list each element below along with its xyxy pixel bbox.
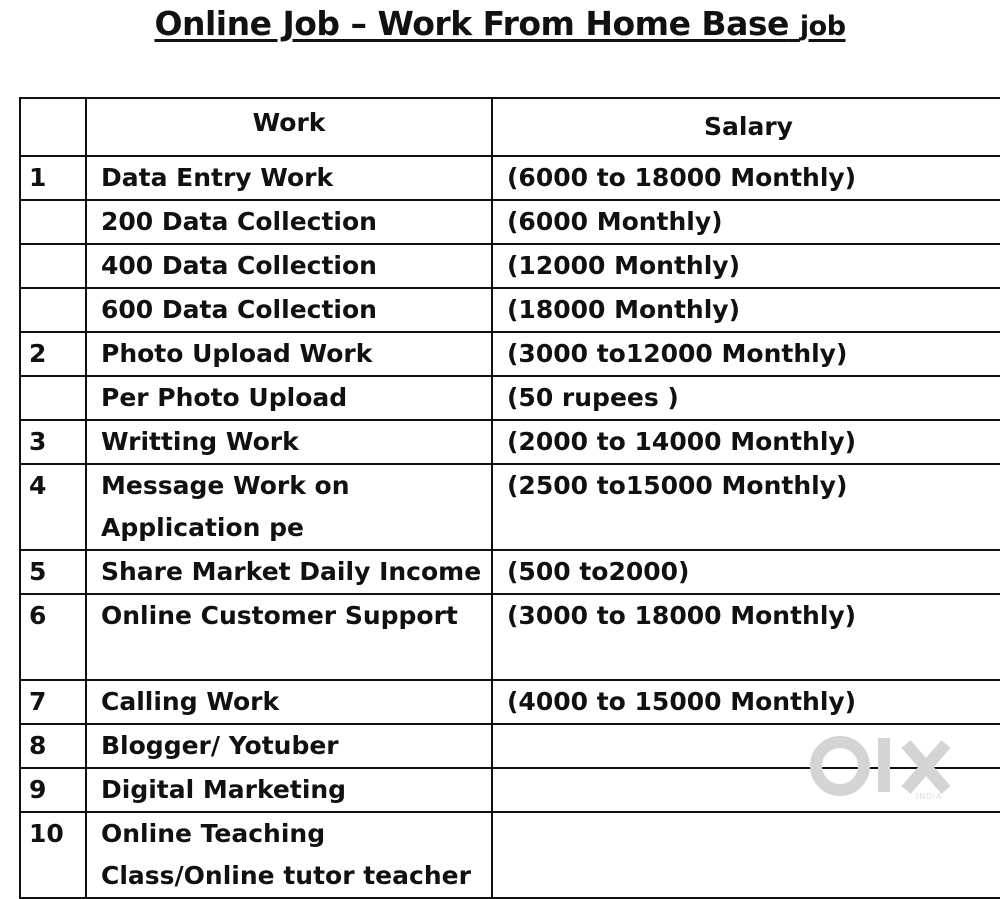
work-line: 200 Data Collection (101, 207, 377, 236)
title-main: Online Job – Work From Home Base (154, 4, 789, 43)
work-line: Application pe (101, 513, 305, 542)
salary-cell: (50 rupees ) (492, 376, 1000, 420)
work-line: Digital Marketing (101, 775, 347, 804)
work-line: Calling Work (101, 687, 280, 716)
table-header-row (20, 98, 1000, 156)
title-suffix: job (799, 11, 846, 42)
work-line: Per Photo Upload (101, 383, 348, 412)
table-row (20, 376, 1000, 420)
salary-cell: (500 to2000) (492, 550, 1000, 594)
olx-watermark (806, 730, 966, 810)
work-line: Blogger/ Yotuber (101, 731, 339, 760)
salary-cell (492, 812, 1000, 898)
salary-cell: (18000 Monthly) (492, 288, 1000, 332)
salary-cell: (2000 to 14000 Monthly) (492, 420, 1000, 464)
work-cell (86, 680, 492, 724)
work-cell (86, 724, 492, 768)
work-cell (86, 768, 492, 812)
table-row (20, 550, 1000, 594)
work-line: 600 Data Collection (101, 295, 377, 324)
row-number: 4 (20, 464, 86, 550)
work-cell (86, 550, 492, 594)
work-cell (86, 288, 492, 332)
salary-cell: (4000 to 15000 Monthly) (492, 680, 1000, 724)
page-title (0, 4, 1000, 43)
row-number: 7 (20, 680, 86, 724)
salary-cell: (3000 to12000 Monthly) (492, 332, 1000, 376)
work-line: Photo Upload Work (101, 339, 373, 368)
row-number: 1 (20, 156, 86, 200)
row-number (20, 376, 86, 420)
row-number: 9 (20, 768, 86, 812)
work-line: Online Customer Support (101, 601, 458, 630)
work-cell (86, 244, 492, 288)
work-line: Data Entry Work (101, 163, 334, 192)
salary-cell: (6000 to 18000 Monthly) (492, 156, 1000, 200)
work-cell (86, 156, 492, 200)
salary-cell: (12000 Monthly) (492, 244, 1000, 288)
work-line: Message Work on (101, 471, 350, 500)
table-row (20, 594, 1000, 680)
table-row (20, 812, 1000, 898)
row-number: 3 (20, 420, 86, 464)
header-work: Work (86, 98, 492, 156)
row-number: 5 (20, 550, 86, 594)
salary-cell: (3000 to 18000 Monthly) (492, 594, 1000, 680)
row-number: 2 (20, 332, 86, 376)
work-line: Online Teaching (101, 819, 326, 848)
work-line: 400 Data Collection (101, 251, 377, 280)
work-cell (86, 464, 492, 550)
header-num (20, 98, 86, 156)
table-row (20, 680, 1000, 724)
row-number: 8 (20, 724, 86, 768)
work-cell (86, 332, 492, 376)
row-number: 10 (20, 812, 86, 898)
work-line: Class/Online tutor teacher (101, 861, 471, 890)
row-number (20, 200, 86, 244)
table-row (20, 420, 1000, 464)
row-number (20, 288, 86, 332)
row-number: 6 (20, 594, 86, 680)
work-cell (86, 200, 492, 244)
work-cell (86, 812, 492, 898)
table-row (20, 244, 1000, 288)
work-cell (86, 420, 492, 464)
work-cell (86, 376, 492, 420)
salary-cell: (6000 Monthly) (492, 200, 1000, 244)
table-row (20, 200, 1000, 244)
table-row (20, 332, 1000, 376)
header-salary: Salary (492, 98, 1000, 156)
work-line: Share Market Daily Income (101, 557, 482, 586)
work-cell (86, 594, 492, 680)
salary-cell: (2500 to15000 Monthly) (492, 464, 1000, 550)
watermark-subtext: INDIA (916, 792, 943, 801)
table-row (20, 156, 1000, 200)
table-row (20, 288, 1000, 332)
work-line: Writting Work (101, 427, 299, 456)
work-line (101, 637, 491, 679)
table-row (20, 464, 1000, 550)
row-number (20, 244, 86, 288)
